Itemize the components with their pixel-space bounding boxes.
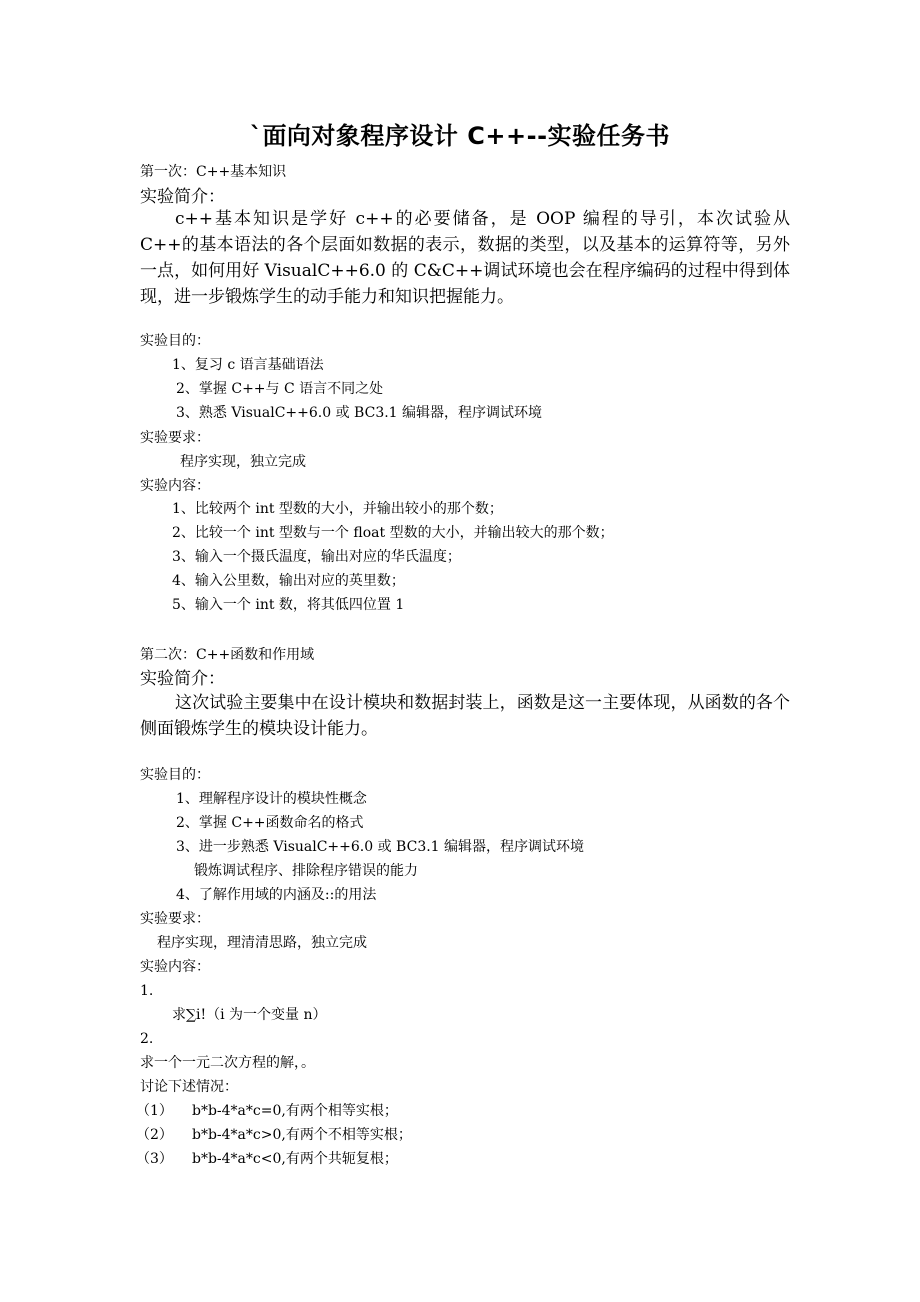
lesson1-intro-text: c++基本知识是学好 c++的必要储备，是 OOP 编程的导引，本次试验从 C++的基本语法的各个层面如数据的表示，数据的类型，以及基本的运算符等，另外一点，如何用好 VisualC++6.0 的 C&C++调试环境也会在程序编码的过程中得到体现，进一步锻炼学生的动手能力和知识把握能力。 [140,209,790,307]
lesson2-goal-3: 3、进一步熟悉 VisualC++6.0 或 BC3.1 编辑器，程序调试环境 [176,839,585,855]
lesson1-heading: 第一次：C++基本知识 [140,164,287,180]
lesson1-content-label: 实验内容： [140,478,210,494]
lesson2-requirements-label: 实验要求： [140,911,210,927]
lesson2-case-1 [136,1102,398,1120]
lesson1-goal-1: 1、复习 c 语言基础语法 [172,357,324,373]
lesson2-requirements-text: 程序实现，理清清思路，独立完成 [157,935,367,951]
lesson2-discuss-label: 讨论下述情况： [140,1079,238,1095]
lesson2-heading: 第二次：C++函数和作用域 [140,647,315,663]
case-number: （1） [136,1103,173,1119]
lesson2-content-label: 实验内容： [140,959,210,975]
lesson2-goal-2: 2、掌握 C++函数命名的格式 [176,815,364,831]
lesson1-requirements-text: 程序实现，独立完成 [180,454,306,470]
lesson2-item-1-number: 1. [140,983,154,999]
lesson2-item-2-number: 2. [140,1031,154,1047]
lesson1-goal-3: 3、熟悉 VisualC++6.0 或 BC3.1 编辑器，程序调试环境 [176,405,543,421]
lesson2-goal-4: 4、了解作用域的内涵及::的用法 [176,887,377,903]
lesson1-intro-label: 实验简介： [140,187,225,207]
lesson2-case-2 [136,1126,412,1144]
lesson1-content-item-4: 4、输入公里数，输出对应的英里数； [172,573,405,589]
lesson1-content-item-1: 1、比较两个 int 型数的大小，并输出较小的那个数； [172,501,503,517]
case-text: b*b-4*a*c=0,有两个相等实根； [192,1103,398,1119]
case-text: b*b-4*a*c<0,有两个共轭复根； [192,1151,398,1167]
lesson1-content-item-2: 2、比较一个 int 型数与一个 float 型数的大小，并输出较大的那个数； [172,525,614,541]
lesson1-goal-2: 2、掌握 C++与 C 语言不同之处 [176,381,384,397]
lesson2-intro-label: 实验简介： [140,669,225,689]
lesson1-content-item-5: 5、输入一个 int 数，将其低四位置 1 [172,597,405,613]
lesson1-requirements-label: 实验要求： [140,430,210,446]
case-number: （2） [136,1127,173,1143]
lesson2-goals-label: 实验目的： [140,767,210,783]
lesson1-goals-label: 实验目的： [140,333,210,349]
lesson2-goal-1: 1、理解程序设计的模块性概念 [176,791,367,807]
lesson2-item-2-text: 求一个一元二次方程的解，。 [140,1055,315,1071]
lesson2-intro-text: 这次试验主要集中在设计模块和数据封装上，函数是这一主要体现，从函数的各个侧面锻炼学生的模块设计能力。 [140,693,790,739]
lesson2-goal-3-continued: 锻炼调试程序、排除程序错误的能力 [194,863,418,879]
document-title: `面向对象程序设计 C++--实验任务书 [249,122,671,150]
case-number: （3） [136,1151,173,1167]
lesson2-item-1-text: 求∑i!（i 为一个变量 n） [172,1007,327,1023]
lesson2-case-3 [136,1150,398,1168]
case-text: b*b-4*a*c>0,有两个不相等实根； [192,1127,412,1143]
lesson1-content-item-3: 3、输入一个摄氏温度，输出对应的华氏温度； [172,549,461,565]
